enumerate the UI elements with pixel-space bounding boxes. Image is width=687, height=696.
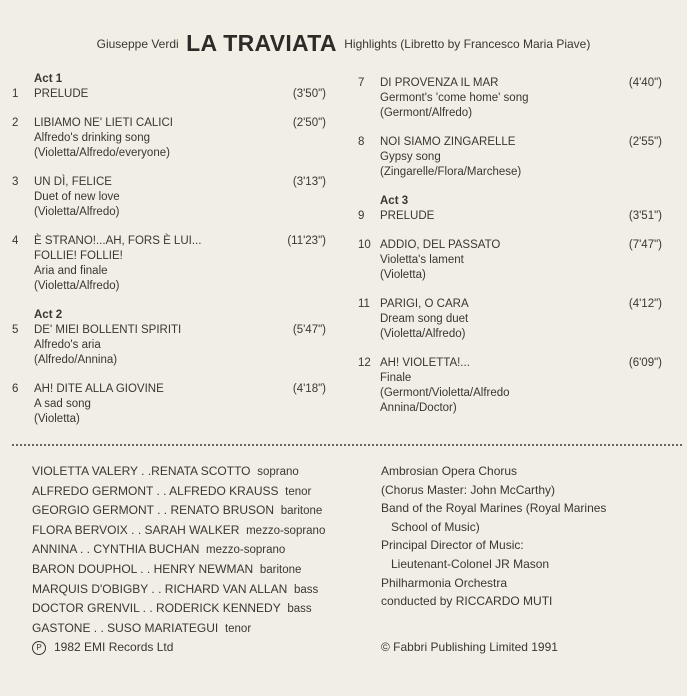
track-roles: (Germont/Violetta/Alfredo: [380, 387, 510, 399]
track-number: 5: [12, 324, 19, 336]
cast-row: [32, 560, 325, 580]
voice-type: bass: [287, 603, 312, 616]
opera-title: LA TRAVIATA: [186, 30, 337, 56]
phonogram-icon: P: [32, 641, 46, 655]
track-duration: (6'09"): [628, 357, 662, 369]
role-name: GASTONE . .: [32, 620, 104, 635]
track-item: [358, 76, 678, 121]
track-number: 8: [358, 136, 365, 148]
track-number: 7: [358, 77, 365, 89]
publisher-copyright: © Fabbri Publishing Limited 1991: [381, 640, 558, 654]
track-roles: (Alfredo/Annina): [34, 354, 118, 366]
track-title: AH! DITE ALLA GIOVINE: [34, 383, 164, 395]
track-roles: (Zingarelle/Flora/Marchese): [380, 166, 522, 178]
cast-row: [32, 580, 325, 600]
singer-name: CYNTHIA BUCHAN: [93, 542, 200, 557]
voice-type: bass: [293, 583, 319, 596]
dotted-divider: [12, 444, 682, 446]
role-name: VIOLETTA VALERY . .: [32, 464, 152, 478]
ensemble-line: conducted by RICCARDO MUTI: [381, 594, 553, 609]
track-title: DE' MIEI BOLLENTI SPIRITI: [34, 324, 182, 336]
track-roles: (Violetta/Alfredo): [380, 328, 466, 340]
role-name: BARON DOUPHOL . .: [32, 561, 151, 576]
cast-row: [32, 599, 325, 619]
act-heading: Act 1: [34, 73, 63, 85]
track-duration: (2'55"): [628, 136, 662, 148]
voice-type: baritone: [280, 505, 323, 518]
cast-row: [32, 619, 325, 639]
track-duration: (11'23"): [287, 235, 326, 247]
track-item: [358, 297, 678, 342]
track-description: Dream song duet: [380, 313, 469, 325]
singer-name: SARAH WALKER: [144, 522, 240, 537]
track-title: UN DÌ, FELICE: [34, 176, 112, 188]
track-roles: (Germont/Alfredo): [380, 107, 473, 119]
voice-type: soprano: [257, 466, 299, 478]
phonogram-copyright: [32, 640, 173, 655]
track-item: [12, 323, 342, 368]
ensemble-line: School of Music): [391, 519, 480, 534]
track-description: A sad song: [34, 398, 91, 410]
cast-row: [32, 501, 325, 521]
track-duration: (4'12"): [628, 298, 662, 310]
track-duration: (3'13"): [292, 176, 326, 188]
act-heading: Act 3: [380, 195, 409, 207]
voice-type: baritone: [259, 563, 302, 576]
track-title: DI PROVENZA IL MAR: [380, 77, 499, 89]
track-description: Alfredo's aria: [34, 339, 101, 351]
track-number: 12: [358, 357, 371, 369]
cast-row: [32, 482, 325, 502]
track-roles: (Violetta/Alfredo/everyone): [34, 147, 170, 159]
role-name: ANNINA . .: [32, 542, 91, 557]
voice-type: mezzo-soprano: [246, 524, 326, 537]
track-description: Violetta's lament: [380, 254, 464, 266]
cast-row: [32, 462, 325, 482]
track-description: Finale: [380, 372, 412, 384]
track-title: NOI SIAMO ZINGARELLE: [380, 136, 516, 148]
track-description: Duet of new love: [34, 191, 120, 203]
track-number: 3: [12, 176, 19, 188]
singer-name: SUSO MARIATEGUI: [107, 620, 219, 635]
role-name: MARQUIS D'OBIGBY . .: [32, 581, 162, 596]
track-number: 2: [12, 117, 19, 129]
track-item: [12, 382, 342, 427]
ensemble-line: (Chorus Master: John McCarthy): [381, 482, 556, 497]
track-title: PRELUDE: [380, 210, 435, 222]
ensemble-line: Ambrosian Opera Chorus: [381, 464, 518, 478]
singer-name: RENATA SCOTTO: [151, 464, 251, 478]
role-name: ALFREDO GERMONT . .: [32, 483, 167, 498]
track-description: Alfredo's drinking song: [34, 132, 150, 144]
track-description: Gypsy song: [380, 151, 441, 163]
track-roles: (Violetta): [34, 413, 80, 425]
track-item: [358, 209, 678, 224]
track-title-continued: FOLLIE! FOLLIE!: [34, 250, 123, 262]
ensemble-line: Philharmonia Orchestra: [381, 575, 508, 590]
track-number: 10: [358, 239, 371, 251]
ensemble-line: Lieutenant-Colonel JR Mason: [391, 556, 550, 571]
track-duration: (3'50"): [292, 88, 326, 100]
track-number: 9: [358, 210, 365, 222]
track-title: ADDIO, DEL PASSATO: [380, 239, 501, 251]
track-number: 4: [12, 235, 19, 247]
role-name: FLORA BERVOIX . .: [32, 522, 142, 537]
track-title: LIBIAMO NE' LIETI CALICI: [34, 117, 173, 129]
ensemble-line: Band of the Royal Marines (Royal Marines: [381, 501, 607, 516]
track-number: 6: [12, 383, 19, 395]
track-roles: (Violetta): [380, 269, 426, 281]
track-number: 11: [358, 298, 370, 310]
track-item: [12, 116, 342, 161]
singer-name: ALFREDO KRAUSS: [169, 483, 279, 498]
track-title: AH! VIOLETTA!...: [380, 357, 470, 369]
cast-list: [32, 462, 325, 638]
header: [0, 30, 687, 57]
track-number: 1: [12, 88, 19, 100]
track-duration: (5'47"): [292, 324, 326, 336]
tracklist-right: [358, 76, 678, 430]
composer-name: Giuseppe Verdi: [96, 37, 179, 51]
header-subtitle: Highlights (Libretto by Francesco Maria Piave): [344, 37, 591, 51]
voice-type: tenor: [285, 485, 312, 498]
act-heading: Act 2: [34, 309, 63, 321]
role-name: GEORGIO GERMONT . .: [32, 503, 168, 518]
voice-type: tenor: [224, 622, 252, 635]
track-item: [12, 87, 342, 102]
phonogram-text: 1982 EMI Records Ltd: [54, 640, 174, 654]
track-duration: (2'50"): [292, 117, 326, 129]
voice-type: mezzo-soprano: [206, 544, 286, 557]
track-duration: (7'47"): [628, 239, 662, 251]
track-item: [12, 175, 342, 220]
track-item: [358, 356, 678, 416]
singer-name: RENATO BRUSON: [170, 503, 275, 518]
ensemble-credits: [381, 462, 606, 611]
track-roles-continued: Annina/Doctor): [380, 402, 457, 414]
track-duration: (4'40"): [628, 77, 662, 89]
role-name: DOCTOR GRENVIL . .: [32, 601, 153, 616]
cast-row: [32, 521, 325, 541]
track-title: PARIGI, O CARA: [380, 298, 469, 310]
cast-row: [32, 540, 325, 560]
track-roles: (Violetta/Alfredo): [34, 280, 120, 292]
singer-name: HENRY NEWMAN: [153, 561, 254, 576]
tracklist-left: [12, 72, 342, 441]
ensemble-line: Principal Director of Music:: [381, 538, 524, 553]
singer-name: RICHARD VAN ALLAN: [164, 581, 288, 596]
track-roles: (Violetta/Alfredo): [34, 206, 120, 218]
singer-name: RODERICK KENNEDY: [156, 601, 281, 616]
track-title: PRELUDE: [34, 88, 89, 100]
track-duration: (4'18"): [292, 383, 326, 395]
track-description: Aria and finale: [34, 265, 108, 277]
track-item: [12, 234, 342, 294]
track-item: [358, 135, 678, 180]
track-item: [358, 238, 678, 283]
track-duration: (3'51"): [628, 210, 662, 222]
track-description: Germont's 'come home' song: [380, 92, 529, 104]
track-title: È STRANO!...AH, FORS È LUI...: [34, 235, 202, 247]
